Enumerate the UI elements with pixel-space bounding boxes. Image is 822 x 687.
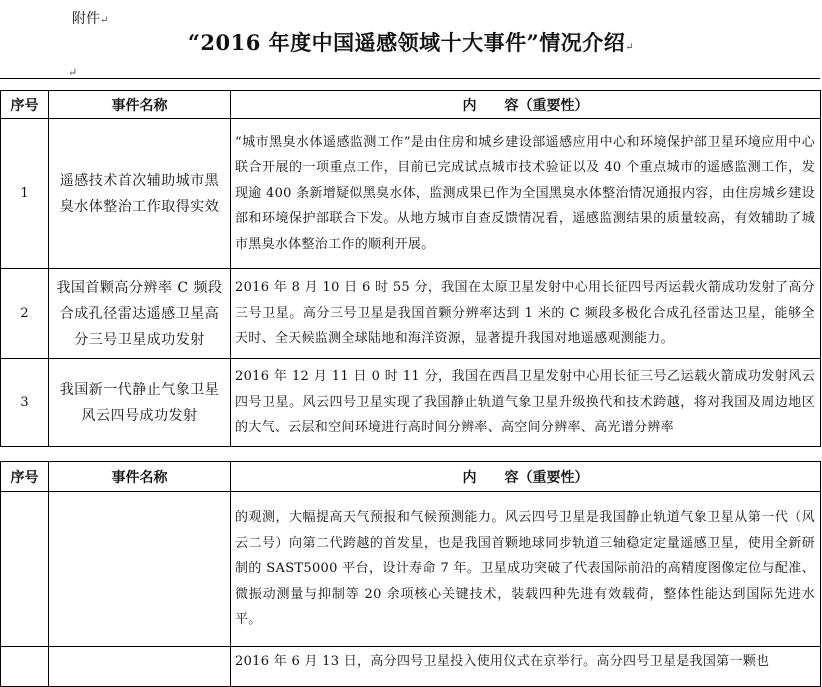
header-index: 序号 <box>1 91 49 119</box>
table-row <box>1 647 821 687</box>
attachment-text: 附件 <box>72 11 100 27</box>
events-table-page2 <box>0 461 821 687</box>
document-title <box>0 27 822 57</box>
event-name <box>49 492 231 647</box>
attachment-label <box>72 8 108 28</box>
header-name: 事件名称 <box>49 91 231 119</box>
paragraph-mark-icon: ↵ <box>100 15 109 26</box>
events-table-page1 <box>0 90 821 447</box>
paragraph-mark-icon: ↵ <box>68 66 78 79</box>
event-content: 2016 年 8 月 10 日 6 时 55 分，我国在太原卫星发射中心用长征四号丙运载火箭成功发射了高分三号卫星。高分三号卫星是我国首颗分辨率达到 1 米的 C 频段多极化合成孔径雷达卫星，能够全天时、全天候监测全球陆地和海洋资源，显著提升我国对地遥感观测能力。 <box>231 269 821 359</box>
event-name: 我国新一代静止气象卫星风云四号成功发射 <box>49 359 231 447</box>
table-row <box>1 492 821 647</box>
header-name: 事件名称 <box>49 462 231 492</box>
header-content: 内 容（重要性） <box>231 462 821 492</box>
event-name: 遥感技术首次辅助城市黑臭水体整治工作取得实效 <box>49 119 231 269</box>
table-row <box>1 269 821 359</box>
table-header-row <box>1 91 821 119</box>
row-index: 2 <box>1 269 49 359</box>
row-index <box>1 492 49 647</box>
table-top-rule <box>0 78 820 79</box>
paragraph-mark-icon: ↵ <box>625 42 635 53</box>
row-index: 3 <box>1 359 49 447</box>
title-text: “2016 年度中国遥感领域十大事件”情况介绍 <box>187 30 626 55</box>
table-row <box>1 119 821 269</box>
row-index: 1 <box>1 119 49 269</box>
event-content: 2016 年 12 月 11 日 0 时 11 分，我国在西昌卫星发射中心用长征三号乙运载火箭成功发射风云四号卫星。风云四号卫星实现了我国静止轨道气象卫星升级换代和技术跨越，将对我国及周边地区的大气、云层和空间环境进行高时间分辨率、高空间分辨率、高光谱分辨率 <box>231 359 821 447</box>
event-content: 的观测，大幅提高天气预报和气候预测能力。风云四号卫星是我国静止轨道气象卫星从第一代（风云二号）向第二代跨越的首发星，也是我国首颗地球同步轨道三轴稳定定量遥感卫星，使用全新研制的 SAST5000 平台，设计寿命 7 年。卫星成功突破了代表国际前沿的高精度图像定位与配准、微振动测量与抑制等 20 余项核心关键技术，装载四种先进有效载荷，整体性能达到国际先进水平。 <box>231 492 821 647</box>
event-content: 2016 年 6 月 13 日，高分四号卫星投入使用仪式在京举行。高分四号卫星是我国第一颗也 <box>231 647 821 687</box>
row-index <box>1 647 49 687</box>
event-name <box>49 647 231 687</box>
event-name: 我国首颗高分辨率 C 频段合成孔径雷达遥感卫星高分三号卫星成功发射 <box>49 269 231 359</box>
header-content: 内 容（重要性） <box>231 91 821 119</box>
table-header-row <box>1 462 821 492</box>
event-content: “城市黑臭水体遥感监测工作”是由住房和城乡建设部遥感应用中心和环境保护部卫星环境应用中心联合开展的一项重点工作，目前已完成试点城市技术验证以及 40 个重点城市的遥感监测工作，发现逾 400 条新增疑似黑臭水体，监测成果已作为全国黑臭水体整治情况通报内容，由住房城乡建设部和环境保护部联合下发。从地方城市自查反馈情况看，遥感监测结果的质量较高，有效辅助了城市黑臭水体整治工作的顺利开展。 <box>231 119 821 269</box>
header-index: 序号 <box>1 462 49 492</box>
table-row <box>1 359 821 447</box>
